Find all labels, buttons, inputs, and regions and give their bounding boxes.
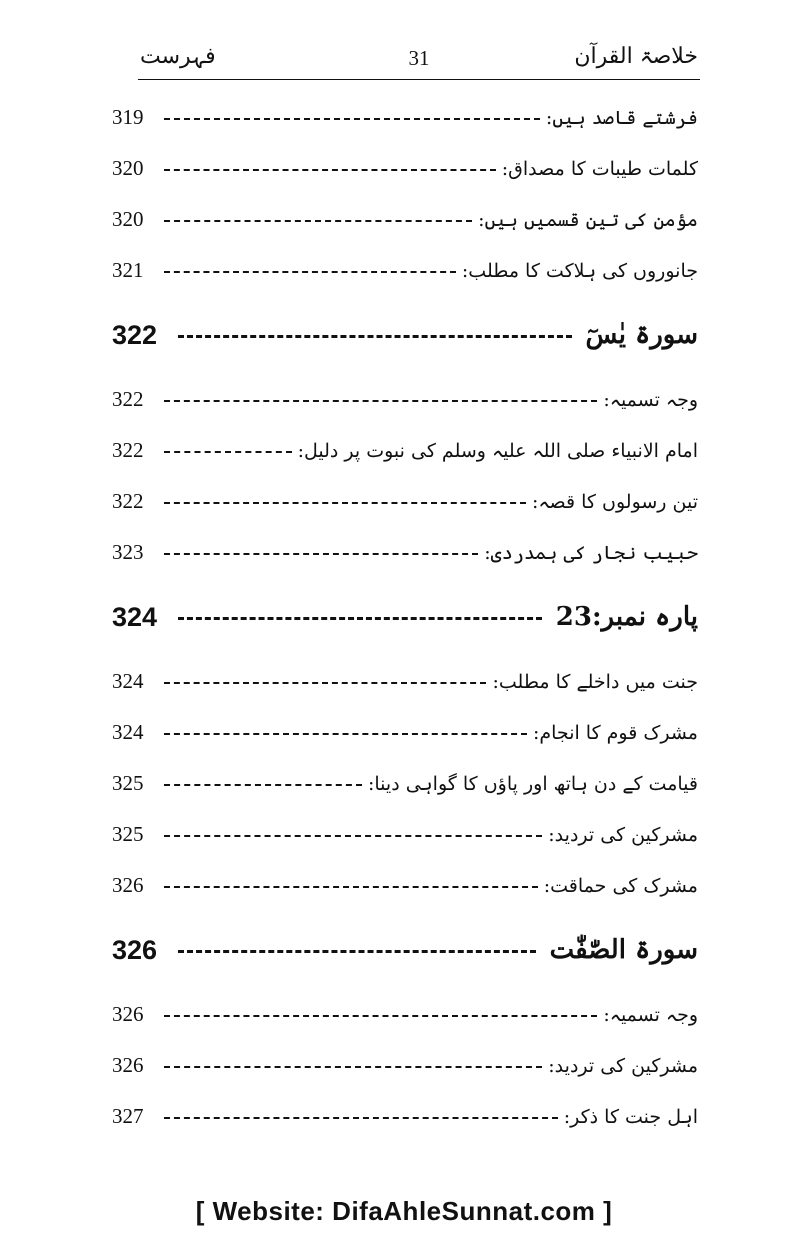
- toc-heading-title: سورۃ یٰسٓ: [585, 320, 698, 350]
- toc-page-number: 323: [112, 540, 144, 564]
- dotted-leader: [164, 400, 597, 402]
- toc-page-number: 322: [112, 387, 144, 411]
- toc-entry: [110, 92, 698, 143]
- toc-entry: [110, 809, 698, 860]
- toc-page-number: 321: [112, 258, 144, 282]
- toc-title: وجہ تسمیہ:: [603, 388, 698, 411]
- toc-title: مشرک کی حماقت:: [543, 874, 698, 897]
- toc-title: حبیب نجار کی ہمدردی:: [484, 541, 698, 564]
- toc-entry: [110, 1091, 698, 1142]
- toc-page-number: 324: [112, 669, 144, 693]
- dotted-leader: [178, 950, 536, 953]
- toc-entry: [110, 707, 698, 758]
- toc-page-number: 320: [112, 207, 144, 231]
- toc-entry: [110, 758, 698, 809]
- book-title: خلاصۃ القرآن: [574, 44, 698, 69]
- table-of-contents: [110, 92, 698, 1142]
- dotted-leader: [164, 451, 292, 453]
- toc-entry: [110, 374, 698, 425]
- toc-page-number: 324: [112, 720, 144, 744]
- toc-page-number: 322: [112, 489, 144, 513]
- toc-page-number: 325: [112, 771, 144, 795]
- dotted-leader: [164, 682, 486, 684]
- toc-title: قیامت کے دن ہاتھ اور پاؤں کا گواہی دینا:: [367, 772, 698, 795]
- toc-title: وجہ تسمیہ:: [603, 1003, 698, 1026]
- toc-title: فرشتے قاصد ہیں:: [545, 106, 698, 129]
- dotted-leader: [164, 886, 538, 888]
- toc-title: مشرک قوم کا انجام:: [532, 721, 698, 744]
- dotted-leader: [164, 271, 456, 273]
- section-title: فہرست: [140, 44, 216, 69]
- dotted-leader: [164, 220, 472, 222]
- toc-entry: [110, 527, 698, 578]
- toc-page-number: 322: [112, 438, 144, 462]
- toc-entry: [110, 245, 698, 296]
- toc-page-number: 326: [112, 1053, 144, 1077]
- dotted-leader: [164, 1117, 558, 1119]
- toc-section-heading: [110, 578, 698, 656]
- toc-title: تین رسولوں کا قصہ:: [532, 490, 698, 513]
- toc-heading-page-number: 322: [112, 319, 158, 350]
- toc-entry: [110, 656, 698, 707]
- toc-entry: [110, 476, 698, 527]
- toc-title: امام الانبیاء صلی اللہ علیہ وسلم کی نبوت پر دلیل:: [297, 439, 698, 462]
- toc-title: اہل جنت کا ذکر:: [563, 1105, 698, 1128]
- toc-entry: [110, 194, 698, 245]
- page-number: 31: [408, 46, 430, 70]
- toc-title: جانوروں کی ہلاکت کا مطلب:: [461, 259, 698, 282]
- dotted-leader: [164, 835, 542, 837]
- page-header: [138, 40, 700, 80]
- dotted-leader: [164, 733, 527, 735]
- dotted-leader: [164, 553, 478, 555]
- toc-section-heading: [110, 911, 698, 989]
- dotted-leader: [164, 502, 526, 504]
- dotted-leader: [164, 1015, 597, 1017]
- toc-page-number: 327: [112, 1104, 144, 1128]
- toc-heading-page-number: 326: [112, 934, 158, 965]
- dotted-leader: [164, 784, 362, 786]
- toc-entry: [110, 860, 698, 911]
- dotted-leader: [178, 335, 572, 338]
- toc-heading-page-number: 324: [112, 601, 158, 632]
- toc-title: جنت میں داخلے کا مطلب:: [492, 670, 698, 693]
- toc-entry: [110, 989, 698, 1040]
- toc-title: مشرکین کی تردید:: [548, 1054, 698, 1077]
- dotted-leader: [164, 118, 540, 120]
- dotted-leader: [178, 617, 542, 620]
- toc-entry: [110, 143, 698, 194]
- dotted-leader: [164, 1066, 542, 1068]
- toc-entry: [110, 1040, 698, 1091]
- toc-page-number: 319: [112, 105, 144, 129]
- header-divider: [138, 79, 700, 80]
- toc-page-number: 326: [112, 1002, 144, 1026]
- toc-title: کلمات طیبات کا مصداق:: [501, 157, 698, 180]
- toc-page-number: 320: [112, 156, 144, 180]
- website-footer: [ Website: DifaAhleSunnat.com ]: [195, 1196, 613, 1226]
- toc-page-number: 326: [112, 873, 144, 897]
- toc-section-heading: [110, 296, 698, 374]
- toc-heading-title: پارہ نمبر:23: [555, 602, 698, 632]
- toc-title: مؤمن کی تین قسمیں ہیں:: [478, 208, 698, 231]
- toc-title: مشرکین کی تردید:: [548, 823, 698, 846]
- toc-page-number: 325: [112, 822, 144, 846]
- toc-heading-title: سورۃ الصّٰفّٰت: [549, 935, 698, 965]
- toc-entry: [110, 425, 698, 476]
- dotted-leader: [164, 169, 496, 171]
